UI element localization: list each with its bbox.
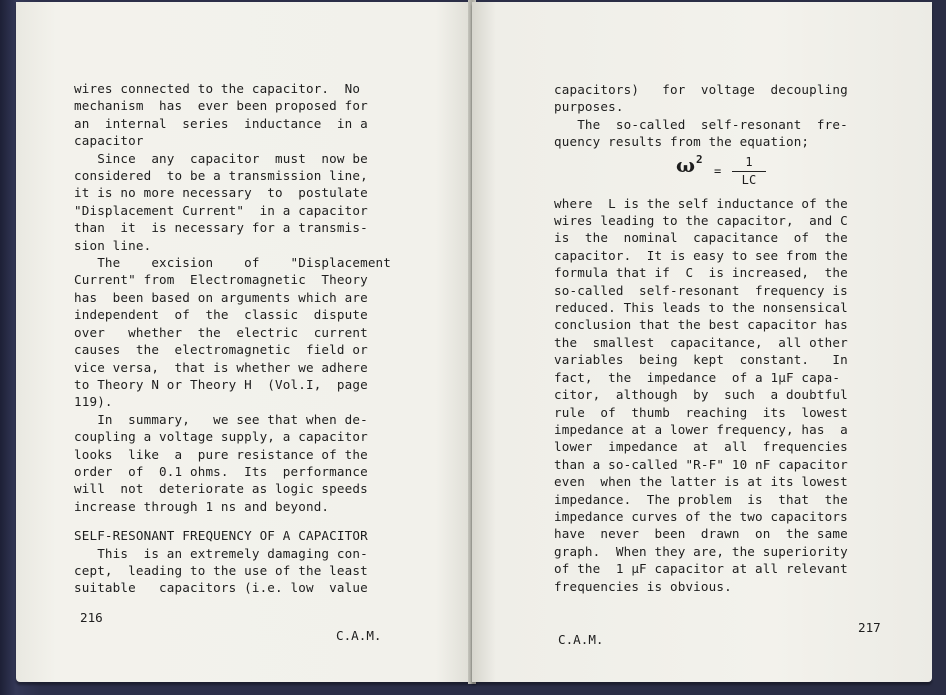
text-line: increase through 1 ns and beyond. [74, 498, 330, 514]
text-line: This is an extremely damaging con- [74, 545, 368, 561]
text-line: coupling a voltage supply, a capacitor [74, 429, 368, 445]
text-line: to Theory N or Theory H (Vol.I, page [74, 376, 368, 392]
text-line: conclusion that the best capacitor has [554, 317, 848, 333]
left-page [16, 2, 476, 682]
text-line: 119). [74, 394, 113, 410]
text-line: In summary, we see that when de- [74, 411, 368, 427]
text-line: citor, although by such a doubtful [554, 387, 848, 403]
text-line: looks like a pure resistance of the [74, 446, 368, 462]
text-line: capacitor [74, 133, 144, 149]
omega-exponent: 2 [696, 152, 703, 166]
footer-right: C.A.M. [558, 632, 604, 647]
text-line: variables being kept constant. In [554, 352, 848, 368]
right-page-text [554, 81, 889, 595]
text-line: The excision of "Displacement [74, 255, 392, 271]
text-line: "Displacement Current" in a capacitor [74, 202, 368, 218]
text-line: lower impedance at all frequencies [554, 439, 848, 455]
text-line: sion line. [74, 237, 152, 253]
text-line: than it is necessary for a transmis- [74, 220, 368, 236]
text-line: of the 1 μF capacitor at all relevant [554, 561, 848, 577]
text-line: considered to be a transmission line, [74, 168, 368, 184]
text-line: an internal series inductance in a [74, 115, 368, 131]
right-page-intro [554, 81, 889, 151]
page-number-right: 217 [858, 620, 881, 635]
text-line: impedance at a lower frequency, has a [554, 421, 848, 437]
resonance-equation [554, 152, 889, 191]
text-line: it is no more necessary to postulate [74, 185, 368, 201]
text-line: wires connected to the capacitor. No [74, 81, 361, 96]
text-line: than a so-called "R-F" 10 nF capacitor [554, 456, 848, 472]
footer-left: C.A.M. [336, 628, 382, 643]
text-line: so-called self-resonant frequency is [554, 282, 848, 298]
text-line: Current" from Electromagnetic Theory [74, 272, 368, 288]
fraction-numerator: 1 [745, 154, 753, 169]
text-line: mechanism has ever been proposed for [74, 98, 368, 114]
text-line: impedance. The problem is that the [554, 491, 848, 507]
section-heading: SELF-RESONANT FREQUENCY OF A CAPACITOR [74, 528, 368, 544]
text-line: independent of the classic dispute [74, 307, 368, 323]
omega-symbol: ω [676, 152, 696, 177]
left-page-text [74, 80, 404, 597]
text-line: rule of thumb reaching its lowest [554, 404, 848, 420]
equals-sign: = [714, 163, 722, 178]
text-line: causes the electromagnetic field or [74, 342, 368, 358]
text-line: cept, leading to the use of the least [74, 562, 368, 578]
fraction-bar [732, 171, 766, 172]
fraction [732, 155, 766, 188]
right-page [472, 2, 932, 682]
text-line: quency results from the equation; [554, 134, 810, 150]
right-page-body [554, 195, 889, 595]
text-line: order of 0.1 ohms. Its performance [74, 463, 368, 479]
fraction-denominator: LC [741, 172, 757, 187]
text-line: have never been drawn on the same [554, 526, 848, 542]
text-line: reduced. This leads to the nonsensical [554, 300, 848, 316]
left-page-body [74, 80, 404, 515]
text-line: where L is the self inductance of the [554, 195, 848, 211]
text-line: the smallest capacitance, all other [554, 334, 848, 350]
text-line: has been based on arguments which are [74, 289, 368, 305]
text-line: will not deteriorate as logic speeds [74, 481, 368, 497]
text-line: wires leading to the capacitor, and C [554, 213, 848, 229]
text-line: graph. When they are, the superiority [554, 543, 848, 559]
text-line: suitable capacitors (i.e. low value [74, 580, 368, 596]
page-number-left: 216 [80, 610, 103, 625]
text-line: over whether the electric current [74, 324, 368, 340]
text-line: The so-called self-resonant fre- [554, 116, 848, 132]
text-line: impedance curves of the two capacitors [554, 508, 848, 524]
text-line: formula that if C is increased, the [554, 265, 848, 281]
text-line: purposes. [554, 99, 624, 115]
text-line: capacitors) for voltage decoupling [554, 82, 848, 97]
text-line: fact, the impedance of a 1μF capa- [554, 369, 841, 385]
left-page-section-body [74, 545, 404, 597]
text-line: is the nominal capacitance of the [554, 230, 848, 246]
text-line: vice versa, that is whether we adhere [74, 359, 368, 375]
text-line: even when the latter is at its lowest [554, 474, 848, 490]
text-line: Since any capacitor must now be [74, 150, 368, 166]
text-line: capacitor. It is easy to see from the [554, 247, 848, 263]
text-line: frequencies is obvious. [554, 578, 732, 594]
book-cover-edge [932, 40, 946, 680]
